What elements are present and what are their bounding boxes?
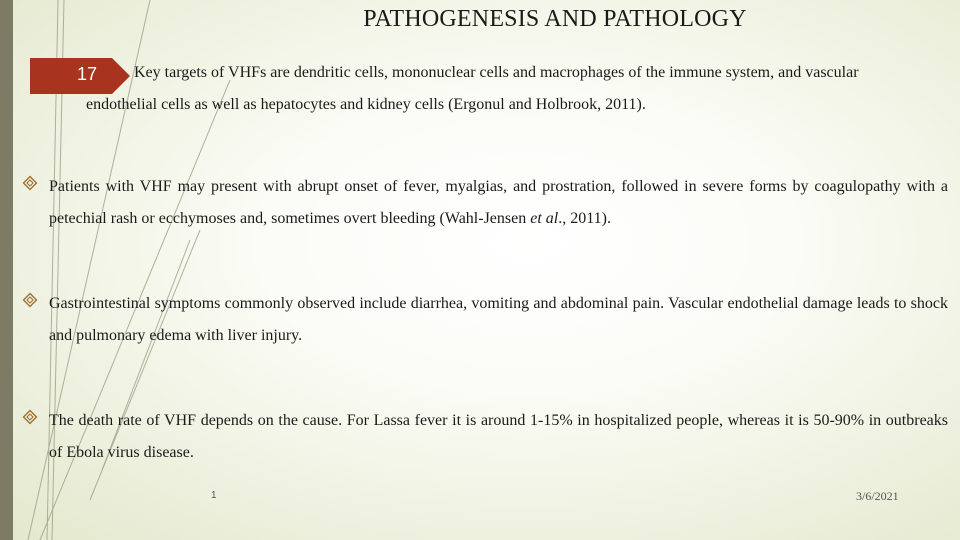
slide-number-tab — [30, 58, 130, 94]
slide-number: 17 — [77, 64, 98, 84]
bullet-text: The death rate of VHF depends on the cause. For Lassa fever it is around 1-15% in hospitalized people, whereas it is 50-90% in outbreaks of Ebola virus disease. — [49, 412, 948, 461]
slide-date: 3/6/2021 — [856, 489, 899, 503]
diamond-outline-icon — [22, 175, 38, 191]
bullet-text: Gastrointestinal symptoms commonly observed include diarrhea, vomiting and abdominal pain. Vascular endothelial damage leads to shock and pulmonary edema with liver injury. — [49, 295, 948, 344]
bullet-text-italic: et al — [530, 210, 559, 227]
bullet-text-main: Patients with VHF may present with abrupt onset of fever, myalgias, and prostration, followed in severe forms by coagulopathy with a petechial rash or ecchymoses and, sometimes overt bleeding (Wahl-Jensen — [49, 178, 948, 227]
intro-text-line-2: endothelial cells as well as hepatocytes and kidney cells (Ergonul and Holbrook, 2011). — [86, 96, 646, 113]
diamond-outline-icon — [22, 409, 38, 425]
diamond-outline-icon — [22, 292, 38, 308]
page-marker: 1 — [211, 490, 217, 501]
left-accent-bar — [0, 0, 13, 540]
bullet-text — [49, 171, 948, 235]
bullet-text-end: ., 2011). — [558, 210, 611, 227]
slide-title: PATHOGENESIS AND PATHOLOGY — [363, 6, 747, 32]
intro-text-line-1: Key targets of VHFs are dendritic cells, mononuclear cells and macrophages of the immune system, and vascular — [134, 64, 859, 81]
